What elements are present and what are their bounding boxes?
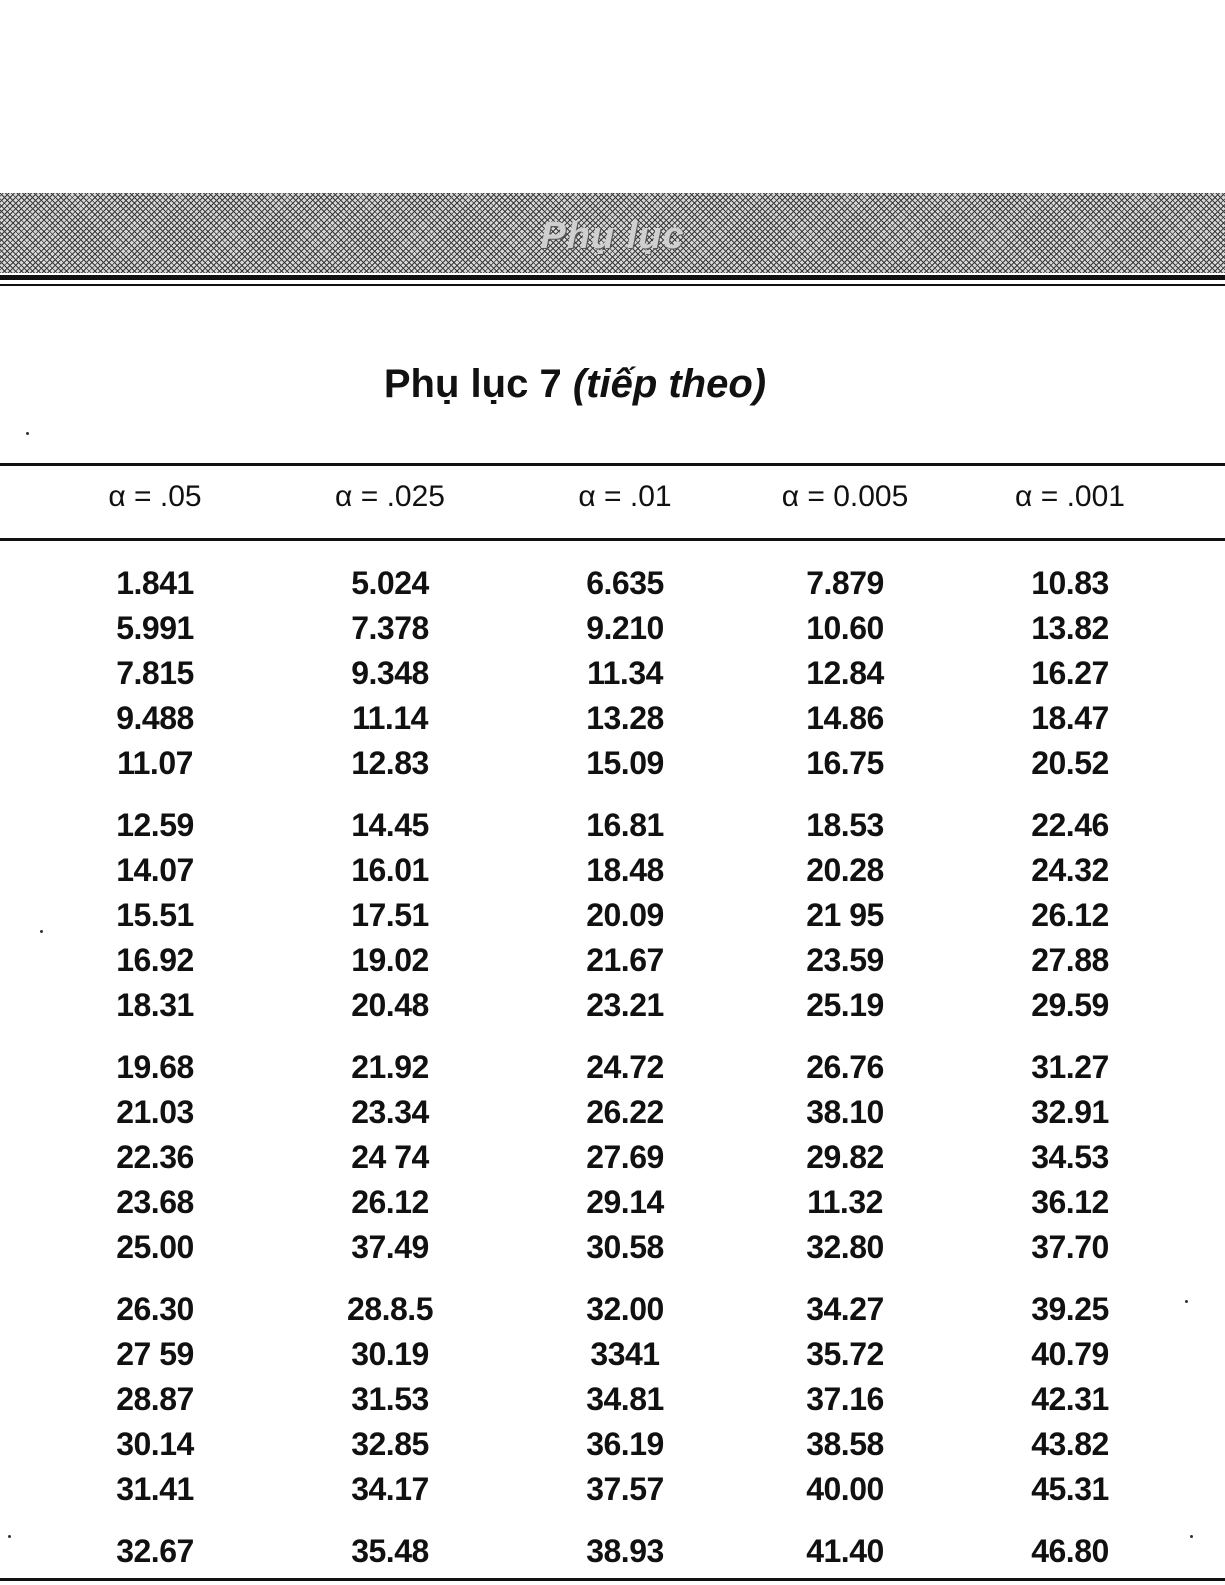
table-cell: 16.27 [1031,655,1109,691]
table-cell: 6.635 [586,565,664,601]
table-cell: 31.53 [351,1381,429,1417]
table-cell: 21.92 [351,1049,429,1085]
header-rule-thin [0,284,1225,286]
table-cell: 23.34 [351,1094,429,1130]
table-cell: 23.59 [806,942,884,978]
table-cell: 12.59 [116,807,194,843]
table-cell: 26.76 [806,1049,884,1085]
table-cell: 7.378 [351,610,429,646]
table-cell: 29.59 [1031,987,1109,1023]
table-cell: 37.57 [586,1471,664,1507]
header-rule [0,275,1225,280]
scan-speck [1185,1300,1188,1303]
table-cell: 24.72 [586,1049,664,1085]
table-cell: 20.28 [806,852,884,888]
table-cell: 46.80 [1031,1533,1109,1569]
table-cell: 28.8.5 [347,1291,433,1327]
scan-speck [1190,1535,1193,1538]
table-cell: 30.19 [351,1336,429,1372]
table-cell: 7.815 [116,655,194,691]
table-cell: 20.48 [351,987,429,1023]
table-cell: 21.03 [116,1094,194,1130]
table-cell: 17.51 [351,897,429,933]
table-cell: 36.12 [1031,1184,1109,1220]
table-cell: 32.67 [116,1533,194,1569]
table-cell: 32.80 [806,1229,884,1265]
table-cell: 23.21 [586,987,664,1023]
column-header: α = 0.005 [781,480,909,513]
table-cell: 38.93 [586,1533,664,1569]
table-cell: 34.27 [806,1291,884,1327]
table-cell: 18.48 [586,852,664,888]
table-cell: 18.31 [116,987,194,1023]
table-cell: 40.00 [806,1471,884,1507]
page-title-main: Phụ lục 7 [383,362,562,406]
table-cell: 39.25 [1031,1291,1109,1327]
table-cell: 32.91 [1031,1094,1109,1130]
table-cell: 38.58 [806,1426,884,1462]
table-cell: 26.12 [351,1184,429,1220]
table-cell: 28.87 [116,1381,194,1417]
table-cell: 7.879 [806,565,884,601]
table-cell: 3341 [590,1336,660,1372]
table-cell: 21.67 [586,942,664,978]
column-header: α = .025 [335,480,445,513]
table-cell: 36.19 [586,1426,664,1462]
table-cell: 22.46 [1031,807,1109,843]
table-cell: 16.81 [586,807,664,843]
table-cell: 19.02 [351,942,429,978]
column-header: α = .01 [578,480,672,513]
table-cell: 29.14 [586,1184,664,1220]
scan-speck [26,432,29,435]
table-cell: 19.68 [116,1049,194,1085]
table-cell: 25.00 [116,1229,194,1265]
column-header: α = .05 [108,480,202,513]
table-rule-header [0,538,1225,541]
table-cell: 24.32 [1031,852,1109,888]
table-cell: 34.17 [351,1471,429,1507]
table-cell: 12.83 [351,745,429,781]
table-cell: 23.68 [116,1184,194,1220]
table-cell: 14.07 [116,852,194,888]
table-cell: 26.30 [116,1291,194,1327]
table-cell: 30.58 [586,1229,664,1265]
table-cell: 10.60 [806,610,884,646]
table-cell: 13.82 [1031,610,1109,646]
table-cell: 34.81 [586,1381,664,1417]
table-cell: 14.45 [351,807,429,843]
table-cell: 41.40 [806,1533,884,1569]
table-cell: 20.52 [1031,745,1109,781]
table-cell: 42.31 [1031,1381,1109,1417]
table-cell: 18.47 [1031,700,1109,736]
table-cell: 29.82 [806,1139,884,1175]
table-cell: 20.09 [586,897,664,933]
table-cell: 22.36 [116,1139,194,1175]
table-cell: 9.210 [586,610,664,646]
table-cell: 9.488 [116,700,194,736]
table-cell: 27.69 [586,1139,664,1175]
table-cell: 16.92 [116,942,194,978]
table-cell: 38.10 [806,1094,884,1130]
table-cell: 31.41 [116,1471,194,1507]
scan-speck [40,930,43,933]
table-cell: 24 74 [351,1139,429,1175]
table-cell: 25.19 [806,987,884,1023]
table-cell: 13.28 [586,700,664,736]
table-cell: 35.72 [806,1336,884,1372]
table-cell: 31.27 [1031,1049,1109,1085]
table-cell: 37.16 [806,1381,884,1417]
table-cell: 11.14 [352,700,428,736]
table-cell: 11.34 [587,655,663,691]
table-rule-bottom [0,1578,1225,1581]
table-cell: 16.01 [351,852,429,888]
page-title [0,362,1150,407]
table-cell: 37.70 [1031,1229,1109,1265]
table-cell: 12.84 [806,655,884,691]
table-cell: 10.83 [1031,565,1109,601]
table-cell: 45.31 [1031,1471,1109,1507]
table-cell: 21 95 [806,897,884,933]
table-cell: 27 59 [116,1336,194,1372]
table-cell: 37.49 [351,1229,429,1265]
table-cell: 18.53 [806,807,884,843]
table-cell: 1.841 [116,565,194,601]
table-cell: 5.024 [351,565,429,601]
table-cell: 9.348 [351,655,429,691]
table-rule-top [0,463,1225,466]
table-cell: 27.88 [1031,942,1109,978]
scan-speck [8,1535,11,1538]
table-cell: 32.00 [586,1291,664,1327]
table-cell: 14.86 [806,700,884,736]
table-cell: 32.85 [351,1426,429,1462]
table-cell: 26.12 [1031,897,1109,933]
table-cell: 15.51 [116,897,194,933]
table-cell: 40.79 [1031,1336,1109,1372]
table-cell: 26.22 [586,1094,664,1130]
table-cell: 35.48 [351,1533,429,1569]
section-title: Phụ lục [540,215,685,257]
table-cell: 30.14 [116,1426,194,1462]
table-cell: 15.09 [586,745,664,781]
column-header: α = .001 [1015,480,1125,513]
table-cell: 34.53 [1031,1139,1109,1175]
table-cell: 11.07 [117,745,193,781]
table-cell: 16.75 [806,745,884,781]
page-title-sub: (tiếp theo) [572,362,767,406]
table-cell: 11.32 [807,1184,883,1220]
table-cell: 43.82 [1031,1426,1109,1462]
table-cell: 5.991 [116,610,194,646]
